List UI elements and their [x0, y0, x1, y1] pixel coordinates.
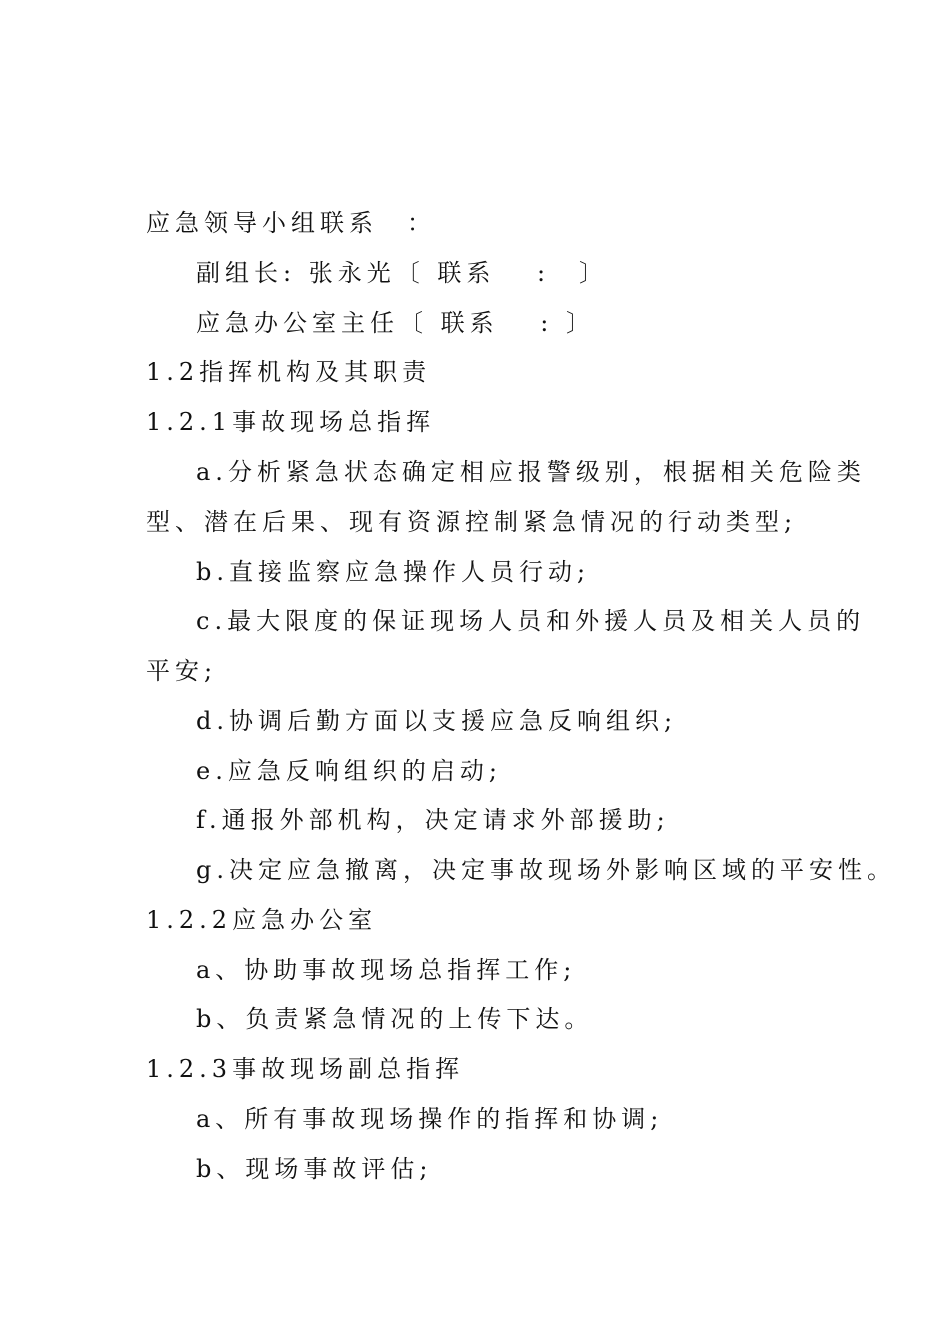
section-heading-1-2-3: 1.2.3事故现场副总指挥: [146, 1055, 465, 1083]
paragraph-line: b、负责紧急情况的上传下达。: [196, 1005, 594, 1033]
section-heading-1-2-1: 1.2.1事故现场总指挥: [146, 408, 436, 436]
office-director-line: 应急办公室主任〔 联系 : 〕: [196, 309, 595, 337]
paragraph-line: a、所有事故现场操作的指挥和协调;: [196, 1105, 664, 1133]
paragraph-line: b、现场事故评估;: [196, 1155, 433, 1183]
paragraph-line: 平安;: [146, 657, 218, 685]
section-heading-1-2-2: 1.2.2应急办公室: [146, 906, 378, 934]
paragraph-line: a、协助事故现场总指挥工作;: [196, 956, 577, 984]
deputy-leader-line: 副组长: 张永光〔 联系 : 〕: [196, 259, 609, 287]
paragraph-line: a.分析紧急状态确定相应报警级别，根据相关危险类: [196, 458, 866, 486]
paragraph-line: b.直接监察应急操作人员行动;: [196, 558, 591, 586]
paragraph-line: c.最大限度的保证现场人员和外援人员及相关人员的: [196, 607, 866, 635]
paragraph-line: f.通报外部机构，决定请求外部援助;: [196, 806, 670, 834]
contact-heading: 应急领导小组联系 ：: [146, 209, 436, 237]
paragraph-line: 型、潜在后果、现有资源控制紧急情况的行动类型;: [146, 508, 798, 536]
paragraph-line: g.决定应急撤离，决定事故现场外影响区域的平安性。: [196, 856, 896, 884]
section-heading-1-2: 1.2指挥机构及其职责: [146, 358, 432, 386]
paragraph-line: e.应急反响组织的启动;: [196, 757, 502, 785]
paragraph-line: d.协调后勤方面以支援应急反响组织;: [196, 707, 678, 735]
